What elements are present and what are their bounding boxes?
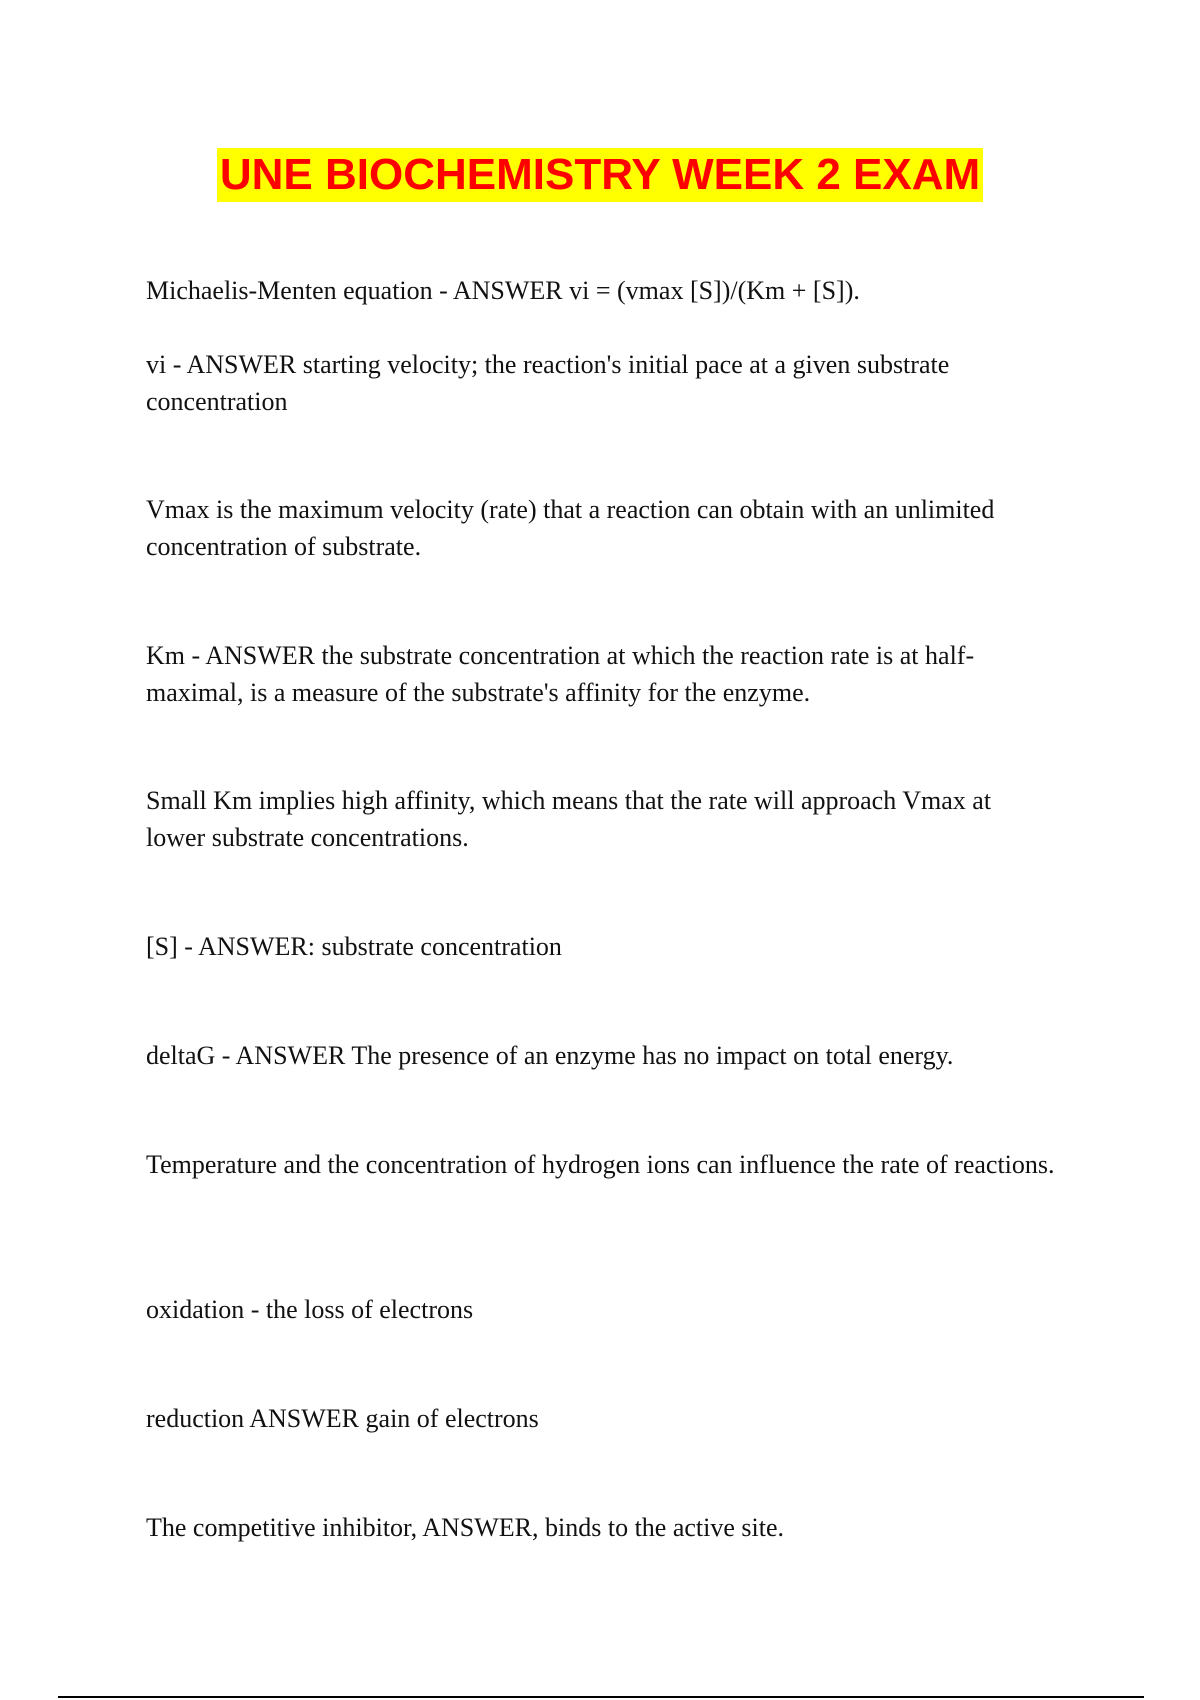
entry-oxidation: oxidation - the loss of electrons [146,1295,474,1324]
entry-michaelis-menten: Michaelis-Menten equation - ANSWER vi = (vmax [S])/(Km + [S]). [146,276,860,305]
entry-reduction: reduction ANSWER gain of electrons [146,1404,539,1433]
entry-small-km: Small Km implies high affinity, which means that the rate will approach Vmax at lower substrate concentrations. [146,786,992,852]
title-container [0,148,1200,202]
footer-divider [58,1696,1144,1698]
document-title: UNE BIOCHEMISTRY WEEK 2 EXAM [217,148,983,202]
entry-temperature: Temperature and the concentration of hydrogen ions can influence the rate of reactions. [146,1150,1055,1179]
entry-deltag: deltaG - ANSWER The presence of an enzyme has no impact on total energy. [146,1041,954,1070]
entry-substrate: [S] - ANSWER: substrate concentration [146,932,562,961]
entry-vmax: Vmax is the maximum velocity (rate) that a reaction can obtain with an unlimited concentration of substrate. [146,495,995,561]
entry-km: Km - ANSWER the substrate concentration at which the reaction rate is at half-maximal, is a measure of the substrate's affinity for the enzyme. [146,641,975,707]
entry-competitive-inhibitor: The competitive inhibitor, ANSWER, binds to the active site. [146,1513,785,1542]
entry-vi: vi - ANSWER starting velocity; the reaction's initial pace at a given substrate concentration [146,350,950,416]
